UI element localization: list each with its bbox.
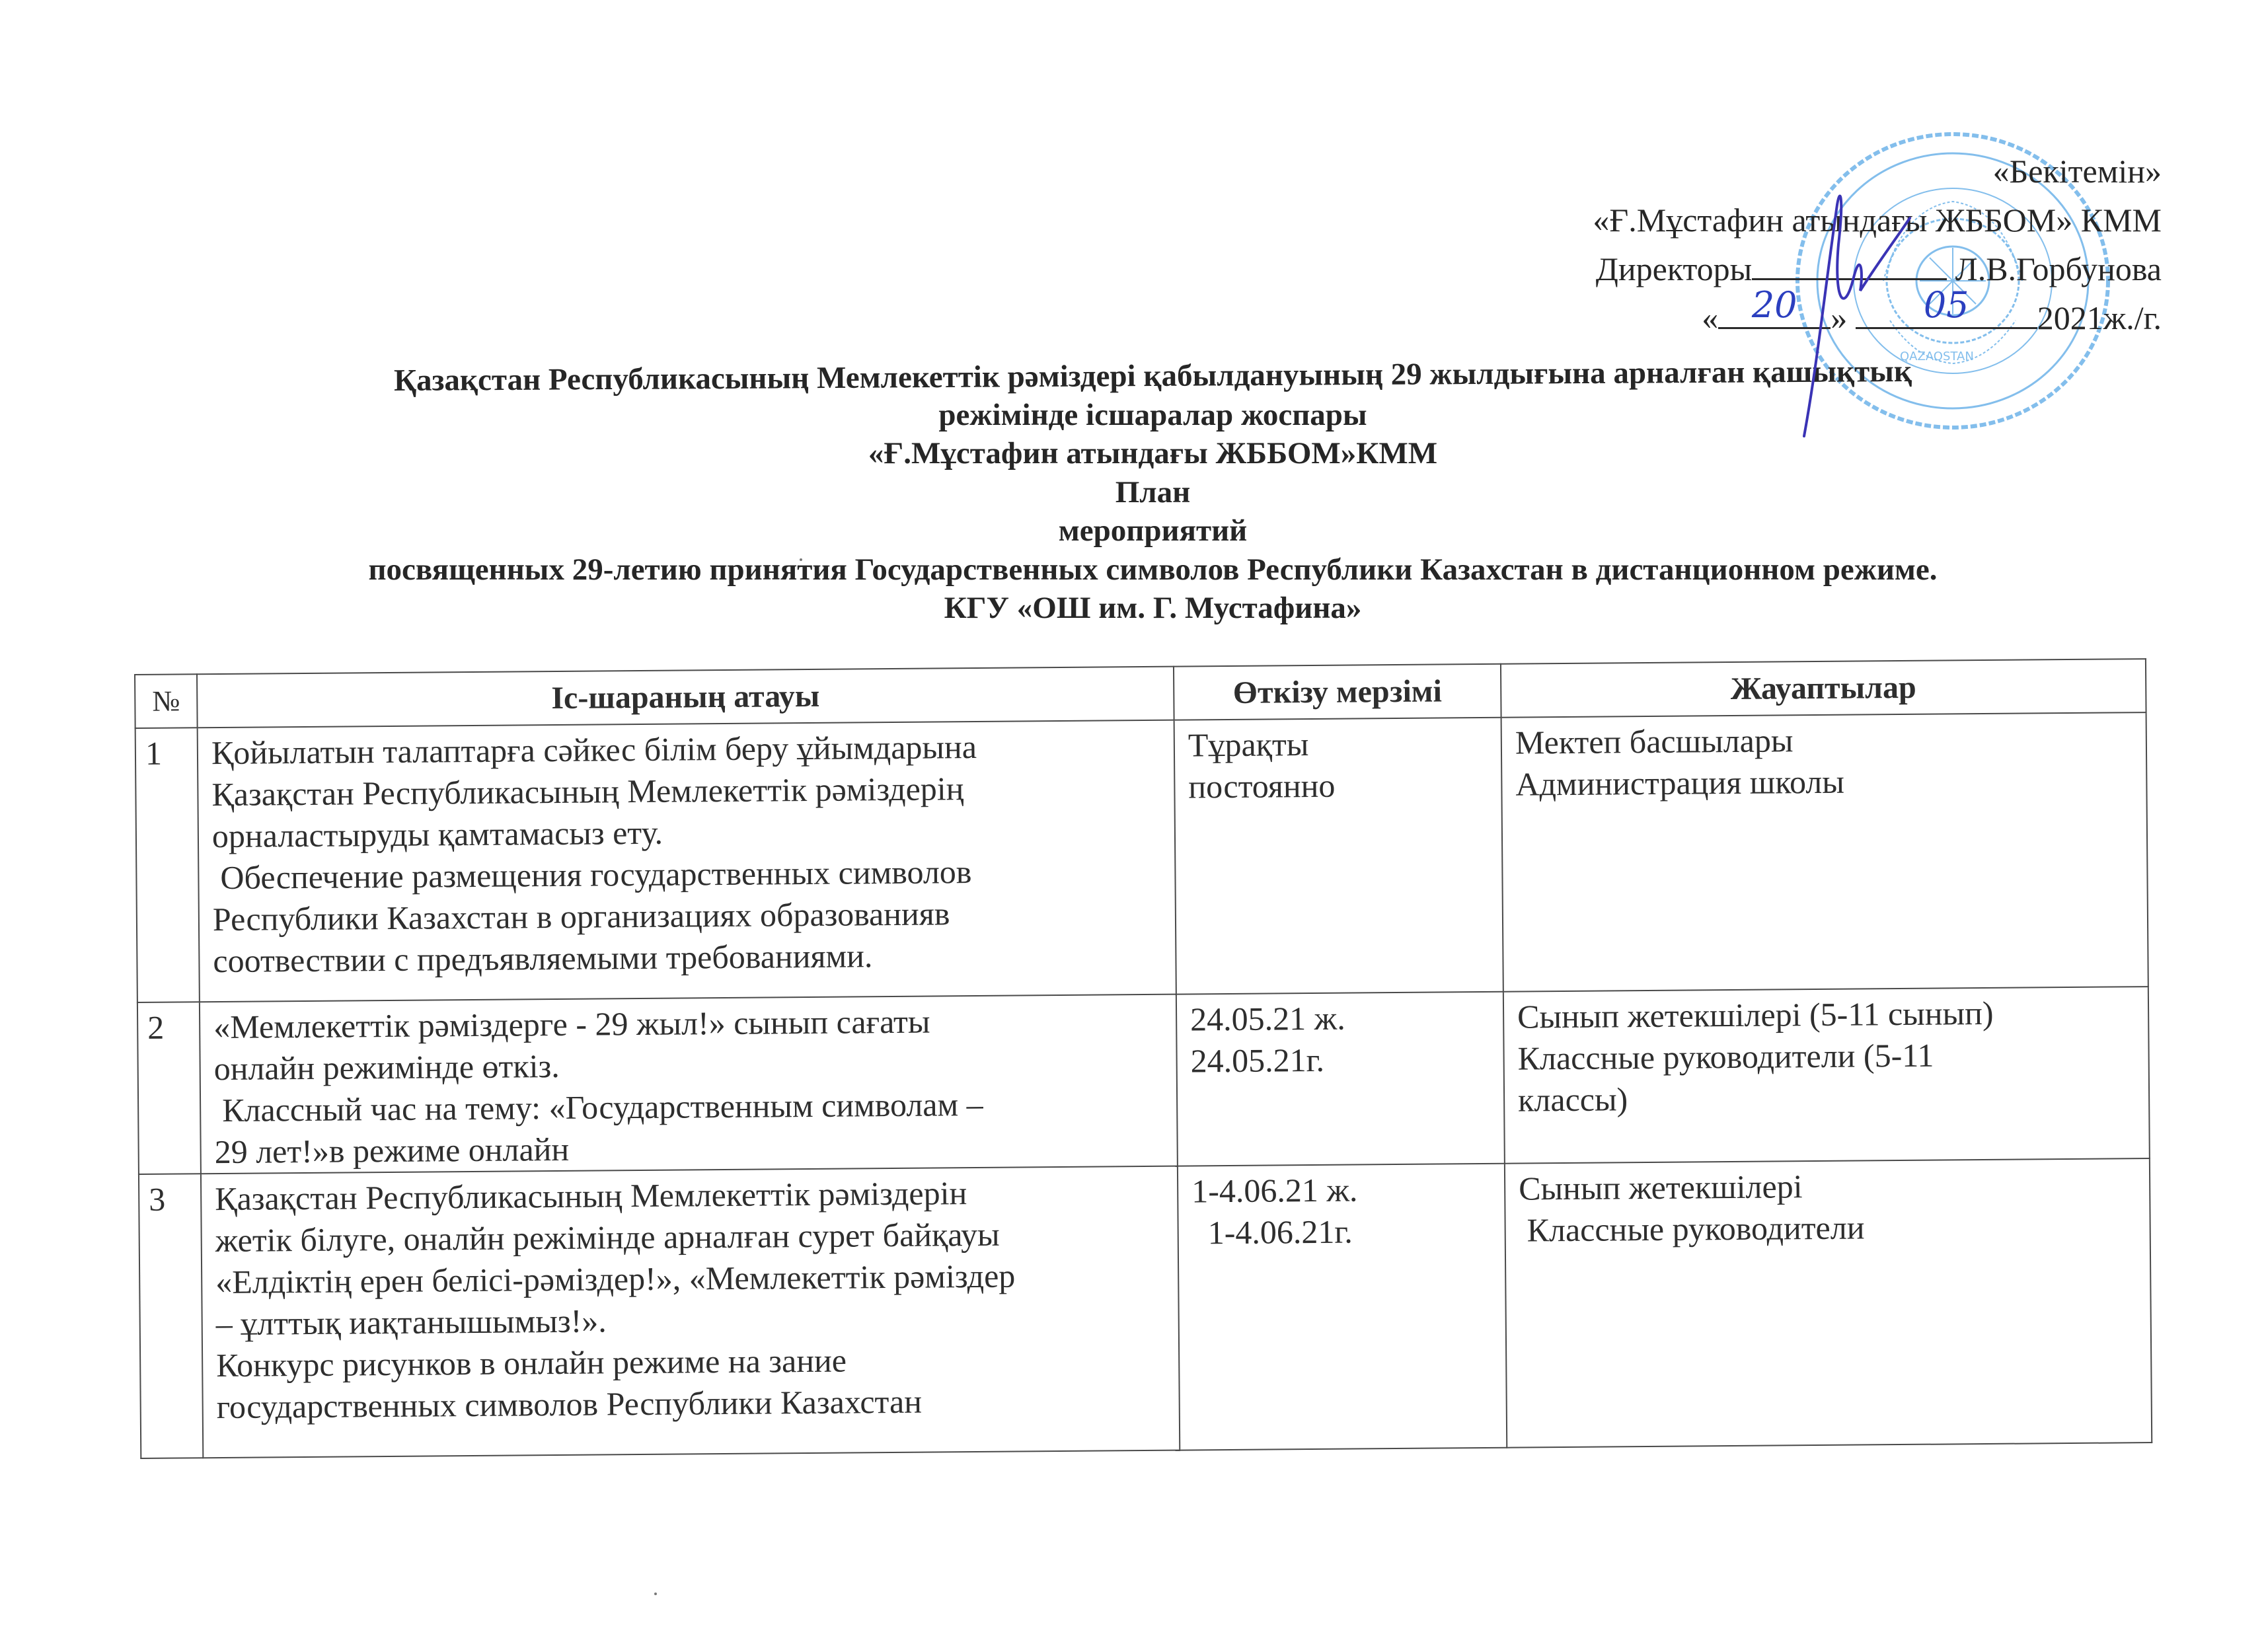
- event-name-line: «Елдіктің ерен белісі-рәміздер!», «Мемлекеттік рәміздер: [215, 1257, 1016, 1301]
- row-number: 2: [137, 1002, 201, 1174]
- day-handwritten: 20: [1751, 284, 1797, 326]
- responsible-line: Администрация школы: [1515, 763, 1845, 803]
- date-line: 1-4.06.21 ж.: [1191, 1171, 1358, 1210]
- event-name-line: «Мемлекеттік рәміздерге - 29 жыл!» сынып сағаты: [213, 1002, 930, 1046]
- title-ru-line2: мероприятий: [1058, 513, 1248, 548]
- month-handwritten: 05: [1923, 284, 1969, 326]
- header-date: Өткізу мерзімі: [1174, 664, 1501, 720]
- director-signature-icon: [1797, 165, 1930, 443]
- event-name-line: государственных символов Республики Казахстан: [216, 1382, 923, 1426]
- event-name-line: 29 лет!»в режиме онлайн: [214, 1130, 570, 1171]
- title-ru-line4: КГУ «ОШ им. Г. Мустафина»: [944, 591, 1362, 625]
- responsible-line: Сынып жетекшілері: [1518, 1168, 1803, 1207]
- event-name-line: – ұлттық иақтанышымыз!».: [215, 1302, 607, 1343]
- event-name-line: Қазақстан Республикасының Мемлекеттік рәміздерін: [215, 1174, 967, 1218]
- event-name-line: онлайн режимінде өткіз.: [213, 1047, 560, 1088]
- date-line: постоянно: [1188, 767, 1336, 806]
- director-label: Директоры: [1595, 250, 1753, 287]
- events-table-wrapper: [134, 658, 2151, 1459]
- approval-heading: «Бекітемін»: [1992, 153, 2162, 190]
- title-ru-line3: посвященных 29-летию принятия Государственных символов Республики Казахстан в дистанционном режиме.: [368, 552, 1938, 587]
- approval-year: 2021ж./г.: [2037, 299, 2162, 336]
- events-table: [134, 658, 2152, 1459]
- event-name-cell: [198, 720, 1176, 1002]
- event-name-line: Классный час на тему: «Государственным символам –: [221, 1085, 983, 1129]
- responsible-cell: [1501, 712, 2148, 992]
- svg-text:QAZAQSTAN: QAZAQSTAN: [1900, 350, 1974, 363]
- title-kz-line2: режімінде ісшаралар жоспары: [938, 397, 1367, 432]
- responsible-line: Классные руководители: [1527, 1209, 1865, 1249]
- event-name-line: Қазақстан Республикасының Мемлекеттік рәміздерің: [211, 770, 964, 813]
- date-cell: [1178, 1164, 1507, 1450]
- event-name-line: соотвествии с предъявляемыми требованиями.: [213, 937, 873, 980]
- responsible-line: Сынып жетекшілері (5-11 сынып): [1517, 994, 1994, 1035]
- responsible-line: классы): [1517, 1080, 1628, 1119]
- responsible-cell: [1505, 1158, 2152, 1448]
- responsible-line: Мектеп басшылары: [1515, 722, 1794, 761]
- title-ru-line1: План: [1115, 474, 1191, 509]
- header-number: №: [135, 674, 198, 728]
- event-name-cell: [201, 1166, 1180, 1458]
- event-name-line: жетік білуге, оналйн режімінде арналған сурет байқауы: [215, 1215, 1000, 1259]
- date-cell: [1174, 718, 1503, 995]
- responsible-cell: [1503, 987, 2150, 1164]
- header-responsible: Жауаптылар: [1501, 659, 2146, 718]
- date-quote-close: »: [1831, 299, 1848, 336]
- responsible-line: Классные руководители (5-11: [1517, 1036, 1934, 1077]
- event-name-cell: [200, 995, 1178, 1174]
- date-line: Тұрақты: [1188, 726, 1309, 764]
- event-name-line: Республики Казахстан в организациях образованияв: [212, 895, 950, 938]
- row-number: 1: [135, 728, 200, 1002]
- title-kz-line1: Қазақстан Республикасының Мемлекеттік рәміздері қабылдануының 29 жылдығына арналған қашықтық: [393, 354, 1912, 398]
- scan-speck: [654, 1593, 657, 1595]
- date-line: 24.05.21 ж.: [1190, 999, 1345, 1038]
- approval-organization: «Ғ.Мұстафин атындағы ЖББОМ» КММ: [1593, 202, 2162, 239]
- title-kz-line3: «Ғ.Мұстафин атындағы ЖББОМ»КММ: [868, 436, 1438, 470]
- table-row: [137, 987, 2150, 1174]
- header-event-name: Іс-шараның атауы: [197, 667, 1174, 728]
- table-row: [135, 712, 2148, 1002]
- row-number: 3: [139, 1174, 203, 1458]
- event-name-line: Обеспечение размещения государственных символов: [220, 853, 972, 896]
- event-name-line: орналастыруды қамтамасыз ету.: [211, 813, 663, 855]
- event-name-line: Қойылатын талаптарға сәйкес білім беру ұйымдарына: [211, 728, 977, 772]
- director-name: Л.В.Горбунова: [1955, 250, 2162, 287]
- date-line: 1-4.06.21г.: [1207, 1213, 1353, 1252]
- table-row: [139, 1158, 2152, 1458]
- date-line: 24.05.21г.: [1190, 1041, 1325, 1080]
- event-name-line: Конкурс рисунков в онлайн режиме на зание: [215, 1341, 847, 1384]
- date-cell: [1176, 992, 1505, 1166]
- date-quote-open: «: [1702, 299, 1719, 336]
